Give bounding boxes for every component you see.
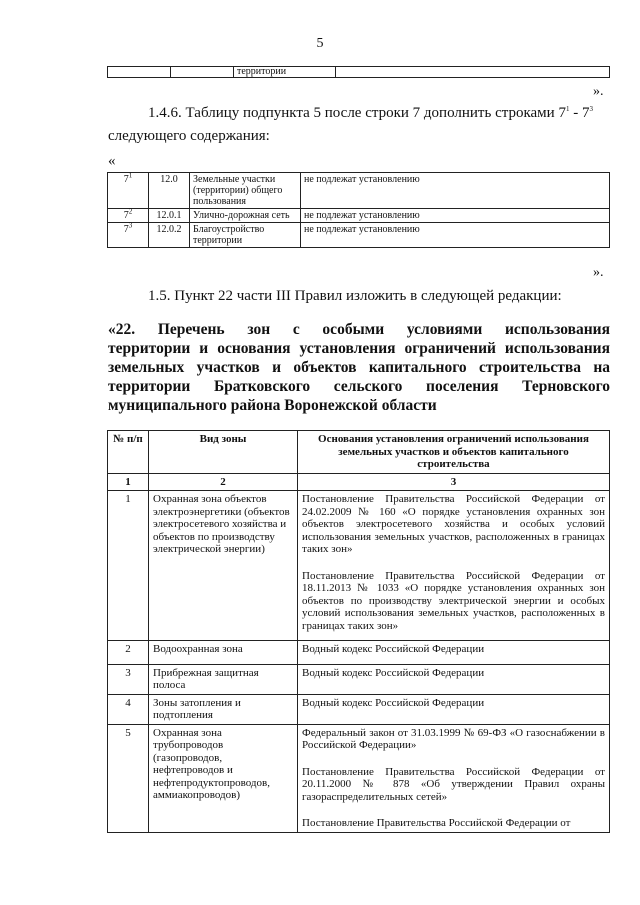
row-code: 12.0.2 bbox=[149, 223, 190, 248]
row-number-text: 7 bbox=[123, 224, 129, 235]
table-row bbox=[108, 694, 610, 724]
row-number bbox=[108, 223, 149, 248]
section-heading bbox=[108, 320, 610, 415]
row-zone: Зоны затопления и подтопления bbox=[149, 694, 298, 724]
row-number: 1 bbox=[108, 491, 149, 641]
row-basis bbox=[298, 491, 610, 641]
row-zone: Охранная зона объектов электроэнергетики (объектов электросетевого хозяйства и объектов по производству электрической энергии) bbox=[149, 491, 298, 641]
row-number bbox=[108, 209, 149, 223]
row-basis bbox=[298, 664, 610, 694]
basis-paragraph: Постановление Правительства Российской Федерации от 18.11.2013 № 1033 «О порядке установления охранных зон объектов по производству электрической энергии и особых условий использования земельных участков, расположенных в границах таких зон» bbox=[302, 569, 605, 632]
table-row bbox=[108, 209, 610, 223]
table-row bbox=[108, 173, 610, 209]
header-basis: Основания установления ограничений использования земельных участков и объектов капитального строительства bbox=[298, 431, 610, 474]
row-name: Благоустройство территории bbox=[190, 223, 301, 248]
col-number: 1 bbox=[108, 473, 149, 491]
header-number: № п/п bbox=[108, 431, 149, 474]
page-number: 5 bbox=[316, 36, 324, 51]
heading-line: муниципального района Воронежской области bbox=[108, 397, 437, 414]
col-number: 2 bbox=[149, 473, 298, 491]
row-name: Земельные участки (территории) общего пользования bbox=[190, 173, 301, 209]
quote-close: ». bbox=[593, 265, 604, 280]
row-name: Улично-дорожная сеть bbox=[190, 209, 301, 223]
row-basis bbox=[298, 641, 610, 665]
row-value: не подлежат установлению bbox=[301, 173, 610, 209]
row-code: 12.0.1 bbox=[149, 209, 190, 223]
cell-empty bbox=[108, 67, 171, 78]
basis-paragraph: Водный кодекс Российской Федерации bbox=[302, 666, 485, 679]
table-row bbox=[108, 724, 610, 832]
col-number: 3 bbox=[298, 473, 610, 491]
heading-line: «22. Перечень зон с особыми условиями использования bbox=[108, 321, 610, 338]
basis-paragraph: Постановление Правительства Российской Федерации от 24.02.2009 № 160 «О порядке установления охранных зон объектов электросетевого хозяйства и особых условий использования земельных участков, расположенных в границах таких зон» bbox=[302, 493, 605, 555]
superscript: 3 bbox=[128, 221, 133, 230]
cell-text: территории bbox=[234, 67, 336, 78]
table-row bbox=[108, 223, 610, 248]
cell-empty bbox=[171, 67, 234, 78]
row-value: не подлежат установлению bbox=[301, 209, 610, 223]
row-number: 5 bbox=[108, 724, 149, 832]
quote-close: ». bbox=[593, 84, 604, 99]
paragraph-1-5: 1.5. Пункт 22 части III Правил изложить в следующей редакции: bbox=[148, 288, 562, 304]
superscript: 1 bbox=[565, 105, 570, 113]
row-basis bbox=[298, 694, 610, 724]
row-number: 2 bbox=[108, 641, 149, 665]
quote-open: « bbox=[108, 153, 116, 169]
row-zone: Водоохранная зона bbox=[149, 641, 298, 665]
header-zone-type: Вид зоны bbox=[149, 431, 298, 474]
row-number: 3 bbox=[108, 664, 149, 694]
superscript: 1 bbox=[128, 171, 133, 180]
cell-empty bbox=[336, 67, 610, 78]
paragraph-1-4-6 bbox=[148, 103, 593, 123]
row-number: 4 bbox=[108, 694, 149, 724]
basis-paragraph: Федеральный закон от 31.03.1999 № 69-ФЗ «О газоснабжении в Российской Федерации» bbox=[302, 726, 605, 751]
basis-paragraph: Водный кодекс Российской Федерации bbox=[302, 696, 485, 709]
table-row bbox=[108, 641, 610, 665]
row-number-text: 7 bbox=[123, 210, 129, 221]
superscript: 2 bbox=[128, 207, 133, 216]
row-basis bbox=[298, 724, 610, 832]
row-zone: Охранная зона трубопроводов (газопроводов, нефтепроводов и нефтепродуктопроводов, аммиакопроводов) bbox=[149, 724, 298, 832]
heading-line: территории Братковского сельского поселения Терновского bbox=[108, 378, 610, 395]
heading-line: земельных участков и объектов капитального строительства на bbox=[108, 359, 610, 376]
basis-paragraph: Водный кодекс Российской Федерации bbox=[302, 643, 485, 655]
row-zone: Прибрежная защитная полоса bbox=[149, 664, 298, 694]
paragraph-text: - 7 bbox=[569, 105, 590, 121]
rows-7-table bbox=[107, 172, 610, 248]
basis-paragraph: Постановление Правительства Российской Федерации от 20.11.2000 № 878 «Об утверждении Правил охраны газораспределительных сетей» bbox=[302, 765, 605, 803]
row-value: не подлежат установлению bbox=[301, 223, 610, 248]
row-number bbox=[108, 173, 149, 209]
heading-line: территории и основания установления ограничений использования bbox=[108, 340, 610, 357]
row-code: 12.0 bbox=[149, 173, 190, 209]
zones-table bbox=[107, 430, 610, 833]
table-row bbox=[108, 491, 610, 641]
superscript: 3 bbox=[589, 105, 593, 113]
row-number-text: 7 bbox=[123, 174, 129, 185]
basis-paragraph: Постановление Правительства Российской Федерации от bbox=[302, 817, 571, 829]
table-row bbox=[108, 664, 610, 694]
previous-table-remnant bbox=[107, 66, 610, 78]
paragraph-continuation: следующего содержания: bbox=[108, 128, 270, 144]
paragraph-text: 1.4.6. Таблицу подпункта 5 после строки 7 дополнить строками 7 bbox=[148, 105, 566, 121]
